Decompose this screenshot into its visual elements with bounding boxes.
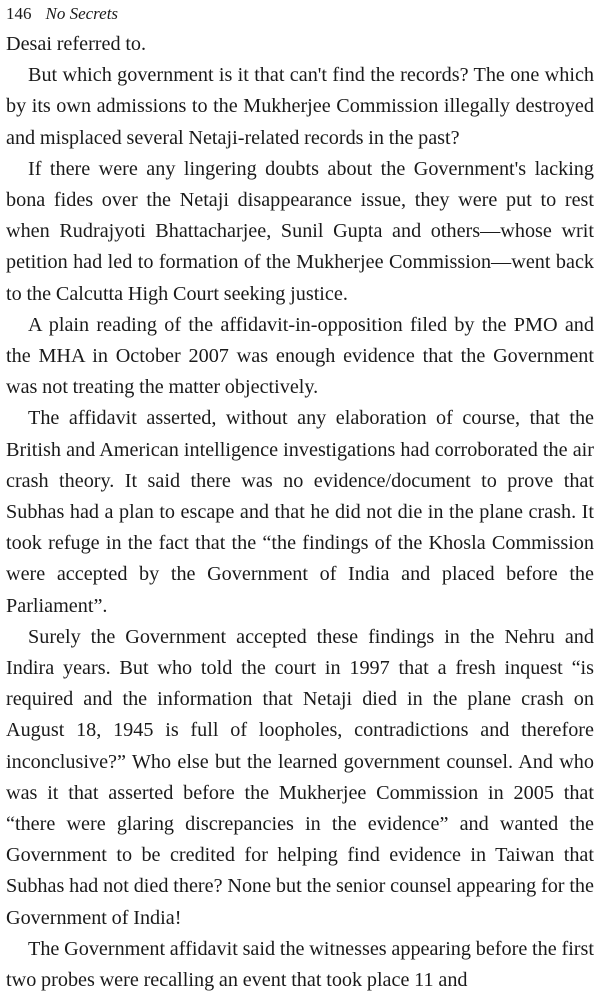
paragraph-affidavit-reading: A plain reading of the affidavit-in-opposition filed by the PMO and the MHA in October 2007 was enough evidence that the Government was not treating the matter objectively. [6,313,594,399]
running-title: No Secrets [45,4,119,23]
paragraph-affidavit-assertion: The affidavit asserted, without any elaboration of course, that the British and American intelligence investigations had corroborated the air crash theory. It said there was no evidence/document to prove that Subhas had a plan to escape and that he did not die in the plane crash. It took refuge in the fact that the “the findings of the Khosla Commission were accepted by the Government of India and placed before the Parliament”. [6,407,594,617]
running-header [6,3,594,29]
paragraph-witnesses: The Government affidavit said the witnesses appearing before the first two probes were recalling an event that took place 11 and [6,937,594,992]
paragraph-lingering-doubts: If there were any lingering doubts about the Government's lacking bona fides over the Netaji disappearance issue, they were put to rest when Rudrajyoti Bhattacharjee, Sunil Gupta and others—whose writ petition had led to formation of the Mukherjee Commission—went back to the Calcutta High Court seeking justice. [6,157,594,305]
page-number: 146 [6,4,32,23]
paragraph-government-findings: Surely the Government accepted these findings in the Nehru and Indira years. But who told the court in 1997 that a fresh inquest “is required and the information that Netaji died in the plane crash on August 18, 1945 is full of loopholes, contradictions and therefore inconclusive?” Who else but the learned government counsel. And who was it that asserted before the Mukherjee Commission in 2005 that “there were glaring discrepancies in the evidence” and wanted the Government to be credited for helping find evidence in Taiwan that Subhas had not died there? None but the senior counsel appearing for the Government of India! [6,625,594,929]
paragraph-records-question: But which government is it that can't find the records? The one which by its own admissions to the Mukherjee Commission illegally destroyed and misplaced several Netaji-related records in the past? [6,64,594,149]
paragraph-continuation: Desai referred to. [6,33,147,55]
body-text [6,29,594,996]
